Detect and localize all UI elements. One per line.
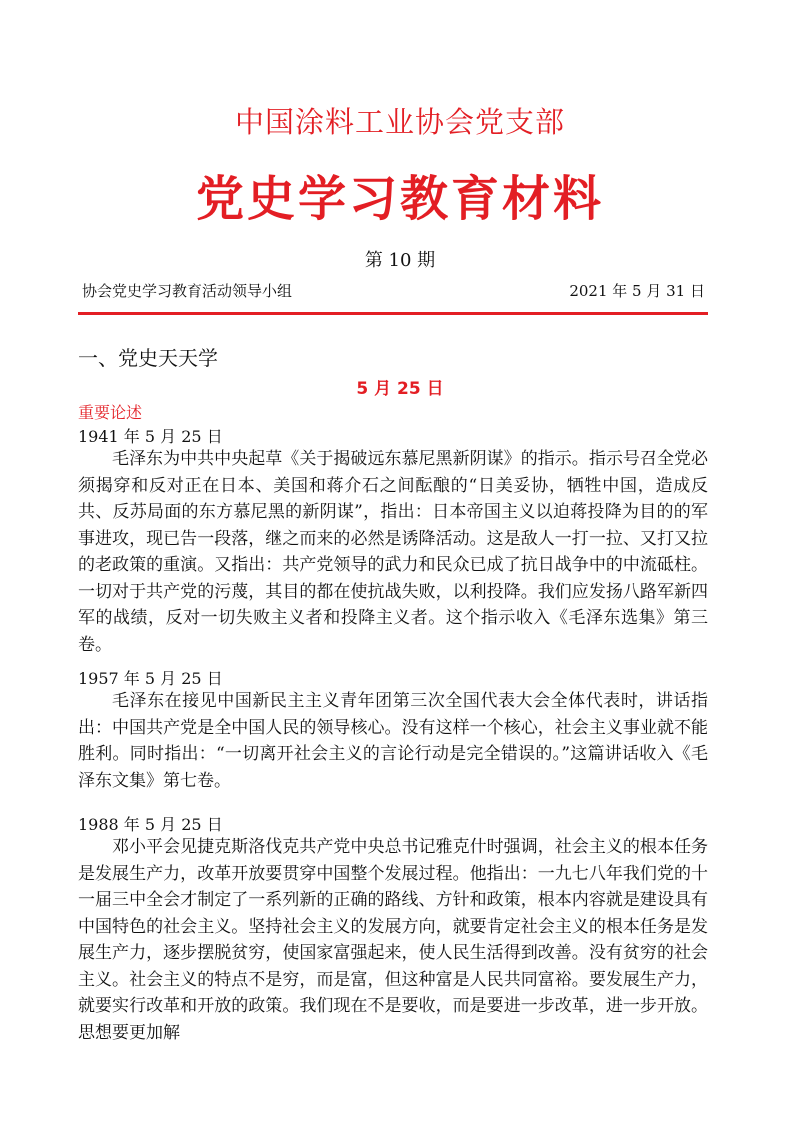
issuer-name: 协会党史学习教育活动领导小组 <box>82 282 293 300</box>
issue-number: 第 10 期 <box>364 250 436 271</box>
header-divider <box>78 312 708 315</box>
entry-text: 毛泽东为中共中央起草《关于揭破远东慕尼黑新阴谋》的指示。指示号召全党必须揭穿和反对正在日本、美国和蒋介石之间酝酿的“日美妥协，牺牲中国，造成反共、反苏局面的东方慕尼黑的新阴谋”，指出：日本帝国主义以迫蒋投降为目的的军事进攻，现已告一段落，继之而来的必然是诱降活动。这是敌人一打一拉、又打又拉的老政策的重演。又指出：共产党领导的武力和民众已成了抗日战争中的中流砥柱。一切对于共产党的污蔑，其目的都在使抗战失败，以利投降。我们应发扬八路军新四军的战绩，反对一切失败主义者和投降主义者。这个指示收入《毛泽东选集》第三卷。 <box>78 449 708 655</box>
date-heading: 5 月 25 日 <box>356 379 444 399</box>
issue-date: 2021 年 5 月 31 日 <box>569 282 705 300</box>
entry-text: 邓小平会见捷克斯洛伐克共产党中央总书记雅克什时强调，社会主义的根本任务是发展生产力，改革开放要贯穿中国整个发展过程。他指出：一九七八年我们党的十一届三中全会才制定了一系列新的正确的路线、方针和政策，根本内容就是建设具有中国特色的社会主义。坚持社会主义的发展方向，就要肯定社会主义的根本任务是发展生产力，逐步摆脱贫穷，使国家富强起来，使人民生活得到改善。没有贫穷的社会主义。社会主义的特点不是穷，而是富，但这种富是人民共同富裕。要发展生产力，就要实行改革和开放的政策。我们现在不是要收，而是要进一步改革，进一步开放。思想要更加解 <box>78 837 708 1043</box>
document-title: 党史学习教育材料 <box>195 171 604 227</box>
sub-heading: 重要论述 <box>78 403 143 422</box>
entry-date: 1988 年 5 月 25 日 <box>78 815 223 834</box>
entry-text: 毛泽东在接见中国新民主主义青年团第三次全国代表大会全体代表时，讲话指出：中国共产党是全中国人民的领导核心。没有这样一个核心，社会主义事业就不能胜利。同时指出：“一切离开社会主义的言论行动是完全错误的。”这篇讲话收入《毛泽东文集》第七卷。 <box>78 691 708 791</box>
entry-date: 1957 年 5 月 25 日 <box>78 669 223 688</box>
organization-name: 中国涂料工业协会党支部 <box>234 105 565 139</box>
entry-date: 1941 年 5 月 25 日 <box>78 427 223 446</box>
section-heading: 一、党史天天学 <box>78 346 218 370</box>
